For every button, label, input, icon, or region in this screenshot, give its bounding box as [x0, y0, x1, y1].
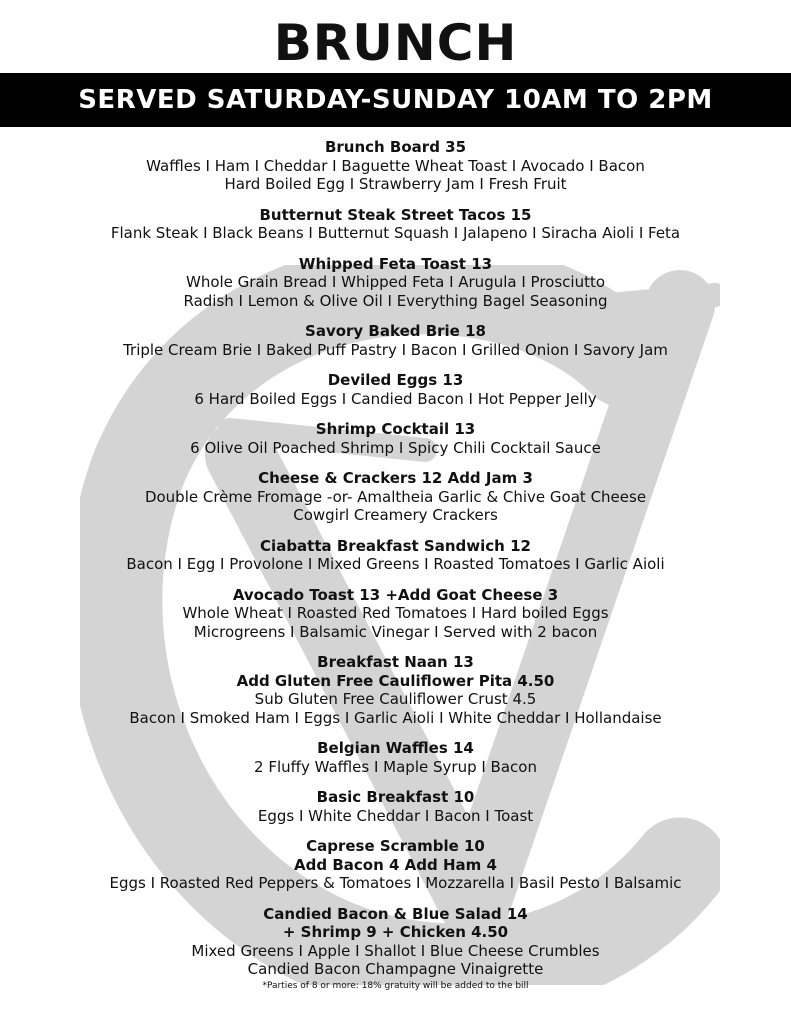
menu-item-name: Add Gluten Free Cauliflower Pita 4.50 — [236, 671, 555, 690]
menu-item-description: Bacon I Egg I Provolone I Mixed Greens I Roasted Tomatoes I Garlic Aioli — [126, 555, 665, 573]
menu-item-description: Flank Steak I Black Beans I Butternut Squash I Jalapeno I Siracha Aioli I Feta — [110, 224, 681, 242]
menu-item-description: Mixed Greens I Apple I Shallot I Blue Cheese Crumbles — [191, 941, 600, 960]
menu-item — [0, 206, 791, 243]
menu-item-description: Candied Bacon Champagne Vinaigrette — [247, 960, 544, 978]
menu-item — [0, 138, 791, 194]
menu-item — [0, 371, 791, 408]
menu-item-description: Whole Wheat I Roasted Red Tomatoes I Hard boiled Eggs — [182, 604, 609, 622]
menu-item-description: 6 Olive Oil Poached Shrimp I Spicy Chili Cocktail Sauce — [190, 438, 601, 457]
menu-item — [0, 653, 791, 727]
menu-item — [0, 788, 791, 825]
menu-item-name: Candied Bacon & Blue Salad 14 — [263, 904, 528, 923]
menu-item-description: Whole Grain Bread I Whipped Feta I Arugula I Prosciutto — [185, 273, 606, 291]
menu-item-description: Radish I Lemon & Olive Oil I Everything Bagel Seasoning — [183, 291, 608, 310]
menu-item — [0, 586, 791, 642]
schedule-banner-text: SERVED SATURDAY-SUNDAY 10AM TO 2PM — [78, 85, 713, 115]
menu-item-name: Basic Breakfast 10 — [316, 788, 475, 806]
menu-item-name: Cheese & Crackers 12 Add Jam 3 — [258, 469, 533, 487]
menu-item-description: Eggs I White Cheddar I Bacon I Toast — [257, 806, 534, 825]
gratuity-footnote: *Parties of 8 or more: 18% gratuity will be added to the bill — [262, 981, 529, 991]
menu-item-description: Hard Boiled Egg I Strawberry Jam I Fresh Fruit — [224, 175, 567, 193]
menu-item — [0, 739, 791, 776]
menu-item — [0, 905, 791, 979]
menu-item-name: Shrimp Cocktail 13 — [315, 420, 476, 438]
menu-list — [0, 138, 791, 991]
menu-item-name: Savory Baked Brie 18 — [305, 322, 486, 340]
menu-item-description: Sub Gluten Free Cauliflower Crust 4.5 — [254, 690, 537, 708]
page-title: BRUNCH — [273, 14, 518, 72]
schedule-banner — [0, 73, 791, 127]
menu-item-name: Butternut Steak Street Tacos 15 — [259, 205, 532, 224]
menu-item — [0, 322, 791, 359]
menu-item-description: Microgreens I Balsamic Vinegar I Served with 2 bacon — [193, 622, 598, 641]
menu-item — [0, 837, 791, 893]
menu-item-name: Deviled Eggs 13 — [327, 371, 464, 389]
menu-item-name: Belgian Waffles 14 — [317, 739, 474, 757]
menu-item-description: 6 Hard Boiled Eggs I Candied Bacon I Hot Pepper Jelly — [194, 389, 597, 408]
menu-item — [0, 255, 791, 311]
menu-item-description: Double Crème Fromage -or- Amaltheia Garlic & Chive Goat Cheese — [144, 487, 647, 506]
menu-item-name: Whipped Feta Toast 13 — [298, 254, 493, 273]
menu-item-description: Triple Cream Brie I Baked Puff Pastry I Bacon I Grilled Onion I Savory Jam — [123, 340, 668, 359]
menu-item-name: Breakfast Naan 13 — [317, 653, 474, 671]
menu-item-description: Bacon I Smoked Ham I Eggs I Garlic Aioli I White Cheddar I Hollandaise — [129, 708, 662, 727]
menu-item — [0, 537, 791, 574]
menu-item-description: Eggs I Roasted Red Peppers & Tomatoes I Mozzarella I Basil Pesto I Balsamic — [109, 874, 682, 892]
menu-item-description: Waffles I Ham I Cheddar I Baguette Wheat Toast I Avocado I Bacon — [146, 156, 645, 175]
menu-item-name: Ciabatta Breakfast Sandwich 12 — [260, 536, 531, 555]
menu-item-name: Brunch Board 35 — [324, 138, 467, 156]
menu-item-description: Cowgirl Creamery Crackers — [293, 506, 498, 524]
menu-item-name: + Shrimp 9 + Chicken 4.50 — [282, 923, 509, 941]
menu-item — [0, 420, 791, 457]
menu-item-description: 2 Fluffy Waffles I Maple Syrup I Bacon — [254, 757, 537, 776]
menu-item — [0, 469, 791, 525]
menu-item-name: Avocado Toast 13 +Add Goat Cheese 3 — [232, 585, 559, 604]
menu-item-name: Add Bacon 4 Add Ham 4 — [294, 855, 497, 874]
menu-item-name: Caprese Scramble 10 — [306, 837, 485, 855]
